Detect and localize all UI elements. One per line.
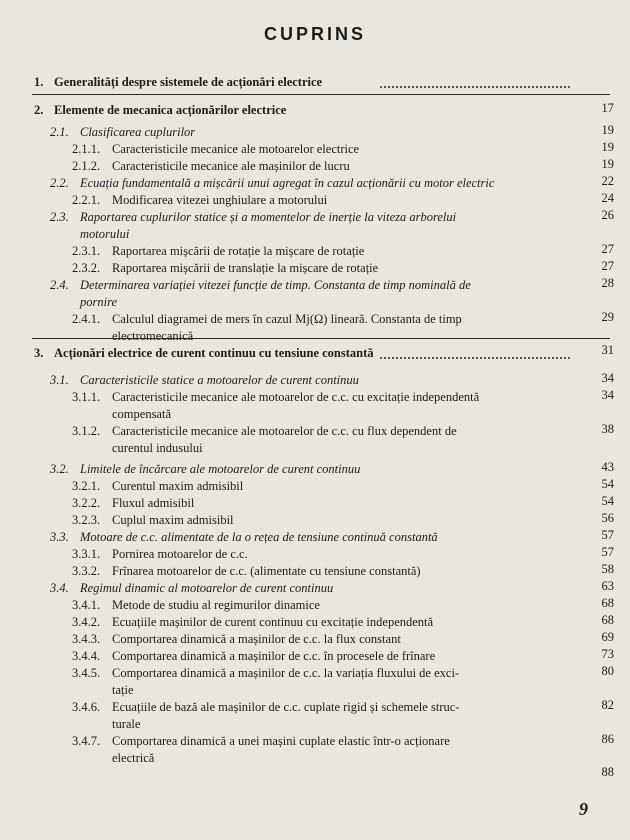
toc-entry-title: Determinarea variației vitezei funcție de timp. Constanta de timp nominală de	[80, 278, 471, 292]
toc-entry-continuation: turale	[112, 717, 141, 731]
toc-entry-title: Limitele de încărcare ale motoarelor de curent continuu	[80, 462, 361, 476]
toc-page-number: 22	[601, 174, 614, 188]
toc-entry-continuation: curentul indusului	[112, 441, 203, 455]
toc-entry-title: Caracteristicile mecanice ale motoarelor de c.c. cu flux dependent de	[112, 424, 457, 438]
toc-entry-number: 2.4.1.	[72, 312, 101, 326]
toc-entry-number: 3.3.1.	[72, 547, 101, 561]
toc-entry-number: 3.1.2.	[72, 424, 101, 438]
toc-entry-number: 3.1.1.	[72, 390, 101, 404]
toc-page-number: 27	[601, 242, 614, 256]
toc-entry-number: 3.4.5.	[72, 666, 101, 680]
toc-entry-number: 1.	[34, 75, 44, 89]
toc-page-number: 57	[601, 545, 614, 559]
toc-page-number: 82	[601, 698, 614, 712]
toc-page-number: 38	[601, 422, 614, 436]
toc-entry	[50, 529, 438, 545]
toc-entry	[34, 74, 322, 90]
toc-page-number: 26	[601, 208, 614, 222]
toc-entry-title: Frînarea motoarelor de c.c. (alimentate cu tensiune constantă)	[112, 564, 421, 578]
toc-entry	[72, 423, 457, 439]
toc-entry-title: Comportarea dinamică a mașinilor de c.c. la variația fluxului de exci-	[112, 666, 460, 680]
toc-entry	[34, 102, 286, 118]
toc-entry-number: 3.2.2.	[72, 496, 101, 510]
toc-page-number: 68	[601, 613, 614, 627]
toc-page-number: 73	[601, 647, 614, 661]
toc-entry-title: Raportarea cuplurilor statice și a momentelor de inerție la viteza arborelui	[80, 210, 457, 224]
toc-page-number: 27	[601, 259, 614, 273]
toc-page-number: 68	[601, 596, 614, 610]
toc-entry	[72, 614, 433, 630]
toc-page-number: 19	[601, 140, 614, 154]
toc-entry-number: 2.1.	[50, 125, 69, 139]
toc-entry-title: Regimul dinamic al motoarelor de curent continuu	[80, 581, 334, 595]
toc-page-number: 17	[601, 101, 614, 115]
toc-entry-number: 3.4.6.	[72, 700, 101, 714]
toc-entry-title: Ecuațiile mașinilor de curent continuu cu excitație independentă	[112, 615, 434, 629]
toc-page-number: 57	[601, 528, 614, 542]
toc-entry	[72, 512, 234, 528]
toc-entry-number: 3.2.3.	[72, 513, 101, 527]
toc-entry-continuation: motorului	[80, 227, 130, 241]
toc-page-number: 43	[601, 460, 614, 474]
toc-entry-number: 3.4.	[50, 581, 69, 595]
toc-entry-title: Pornirea motoarelor de c.c.	[112, 547, 248, 561]
toc-entry-title: Caracteristicile mecanice ale motoarelor de c.c. cu excitație independentă	[112, 390, 480, 404]
toc-entry	[50, 372, 359, 388]
toc-entry-number: 2.3.	[50, 210, 69, 224]
toc-page-number: 31	[601, 343, 614, 357]
toc-entry	[72, 141, 359, 157]
toc-entry-title: Comportarea dinamică a mașinilor de c.c. la flux constant	[112, 632, 401, 646]
toc-entry-title: Caracteristicile mecanice ale mașinilor de lucru	[112, 159, 350, 173]
toc-entry	[72, 260, 378, 276]
toc-entry-number: 3.4.7.	[72, 734, 101, 748]
toc-entry-title: Curentul maxim admisibil	[112, 479, 244, 493]
toc-entry-continuation: electromecanică	[112, 329, 194, 343]
toc-entry	[72, 311, 462, 327]
toc-entry-continuation: compensată	[112, 407, 172, 421]
toc-entry-number: 3.3.2.	[72, 564, 101, 578]
toc-entry	[50, 461, 360, 477]
toc-entry	[72, 665, 459, 681]
toc-page-number: 19	[601, 123, 614, 137]
toc-entry-continuation: tație	[112, 683, 134, 697]
toc-entry-number: 2.3.1.	[72, 244, 101, 258]
toc-entry-title: Ecuațiile de bază ale mașinilor de c.c. cuplate rigid și schemele struc-	[112, 700, 460, 714]
toc-page-number: 24	[601, 191, 614, 205]
toc-entry-number: 3.2.1.	[72, 479, 101, 493]
toc-entry	[72, 192, 327, 208]
toc-page-number: 63	[601, 579, 614, 593]
toc-entry-number: 3.3.	[50, 530, 69, 544]
toc-entry-title: Motoare de c.c. alimentate de la o rețea de tensiune continuă constantă	[80, 530, 438, 544]
toc-page-number: 56	[601, 511, 614, 525]
toc-entry-title: Cuplul maxim admisibil	[112, 513, 234, 527]
toc-entry	[72, 478, 243, 494]
toc-entry	[72, 546, 248, 562]
toc-entry-title: Comportarea dinamică a mașinilor de c.c. în procesele de frînare	[112, 649, 436, 663]
toc-entry-number: 2.1.2.	[72, 159, 101, 173]
toc-entry	[72, 733, 450, 749]
toc-entry	[72, 597, 320, 613]
toc-page-number: 28	[601, 276, 614, 290]
toc-entry	[50, 209, 456, 225]
toc-entry-title: Elemente de mecanica acționărilor electrice	[54, 103, 287, 117]
toc-entry-title: Clasificarea cuplurilor	[80, 125, 196, 139]
toc-entry	[72, 495, 194, 511]
toc-entry-title: Comportarea dinamică a unei mașini cuplate elastic într-o acționare	[112, 734, 450, 748]
toc-entry	[72, 631, 401, 647]
toc-entry-title: Modificarea vitezei unghiulare a motorului	[112, 193, 328, 207]
toc-entry	[50, 580, 333, 596]
toc-entry-continuation: pornire	[80, 295, 118, 309]
toc-entry	[72, 563, 421, 579]
toc-entry-number: 3.	[34, 346, 44, 360]
toc-page-number: 69	[601, 630, 614, 644]
toc-page-number: 29	[601, 310, 614, 324]
toc-entry-number: 3.4.2.	[72, 615, 101, 629]
dot-leader	[380, 70, 570, 88]
toc-page-number: 34	[601, 388, 614, 402]
toc-entry	[72, 158, 350, 174]
toc-entry-title: Caracteristicile mecanice ale motoarelor electrice	[112, 142, 360, 156]
toc-page-number: 19	[601, 157, 614, 171]
toc-page-number: 58	[601, 562, 614, 576]
separator	[32, 94, 610, 95]
toc-entry-number: 2.	[34, 103, 44, 117]
toc-entry-number: 3.4.3.	[72, 632, 101, 646]
toc-entry-title: Generalități despre sistemele de acționări electrice	[54, 75, 323, 89]
toc-entry-number: 2.3.2.	[72, 261, 101, 275]
toc-entry-number: 2.2.1.	[72, 193, 101, 207]
toc-entry	[50, 175, 494, 191]
toc-page-number: 80	[601, 664, 614, 678]
toc-entry-number: 2.4.	[50, 278, 69, 292]
toc-page-number: 88	[601, 765, 614, 779]
toc-entry	[50, 277, 471, 293]
toc-page-number: 54	[601, 477, 614, 491]
toc-entry-number: 3.2.	[50, 462, 69, 476]
page-title: CUPRINS	[263, 24, 366, 44]
toc-entry-title: Metode de studiu al regimurilor dinamice	[112, 598, 320, 612]
toc-entry-number: 2.1.1.	[72, 142, 101, 156]
toc-page-number: 54	[601, 494, 614, 508]
toc-entry-title: Fluxul admisibil	[112, 496, 195, 510]
toc-entry-number: 3.1.	[50, 373, 69, 387]
toc-entry-continuation: electrică	[112, 751, 155, 765]
toc-entry	[50, 124, 195, 140]
toc-entry-number: 2.2.	[50, 176, 69, 190]
toc-entry	[72, 648, 435, 664]
toc-entry	[72, 389, 479, 405]
dot-leader	[380, 341, 570, 359]
toc-entry-number: 3.4.4.	[72, 649, 101, 663]
toc-entry-title: Calculul diagramei de mers în cazul Mj(Ω) lineară. Constanta de timp	[112, 312, 462, 326]
toc-entry-title: Caracteristicile statice a motoarelor de curent continuu	[80, 373, 359, 387]
toc-entry-title: Raportarea mișcării de rotație la mișcare de rotație	[112, 244, 365, 258]
toc-entry-title: Raportarea mișcării de translație la mișcare de rotație	[112, 261, 379, 275]
toc-entry-title: Ecuația fundamentală a mișcării unui agregat în cazul acționării cu motor electric	[80, 176, 495, 190]
toc-entry-number: 3.4.1.	[72, 598, 101, 612]
toc-page-number: 86	[601, 732, 614, 746]
toc-entry-title: Acționări electrice de curent continuu cu tensiune constantă	[54, 346, 374, 360]
toc-entry	[34, 345, 374, 361]
toc-entry	[72, 243, 364, 259]
page-number: 9	[579, 799, 588, 819]
toc-page-number: 34	[601, 371, 614, 385]
toc-entry	[72, 699, 459, 715]
